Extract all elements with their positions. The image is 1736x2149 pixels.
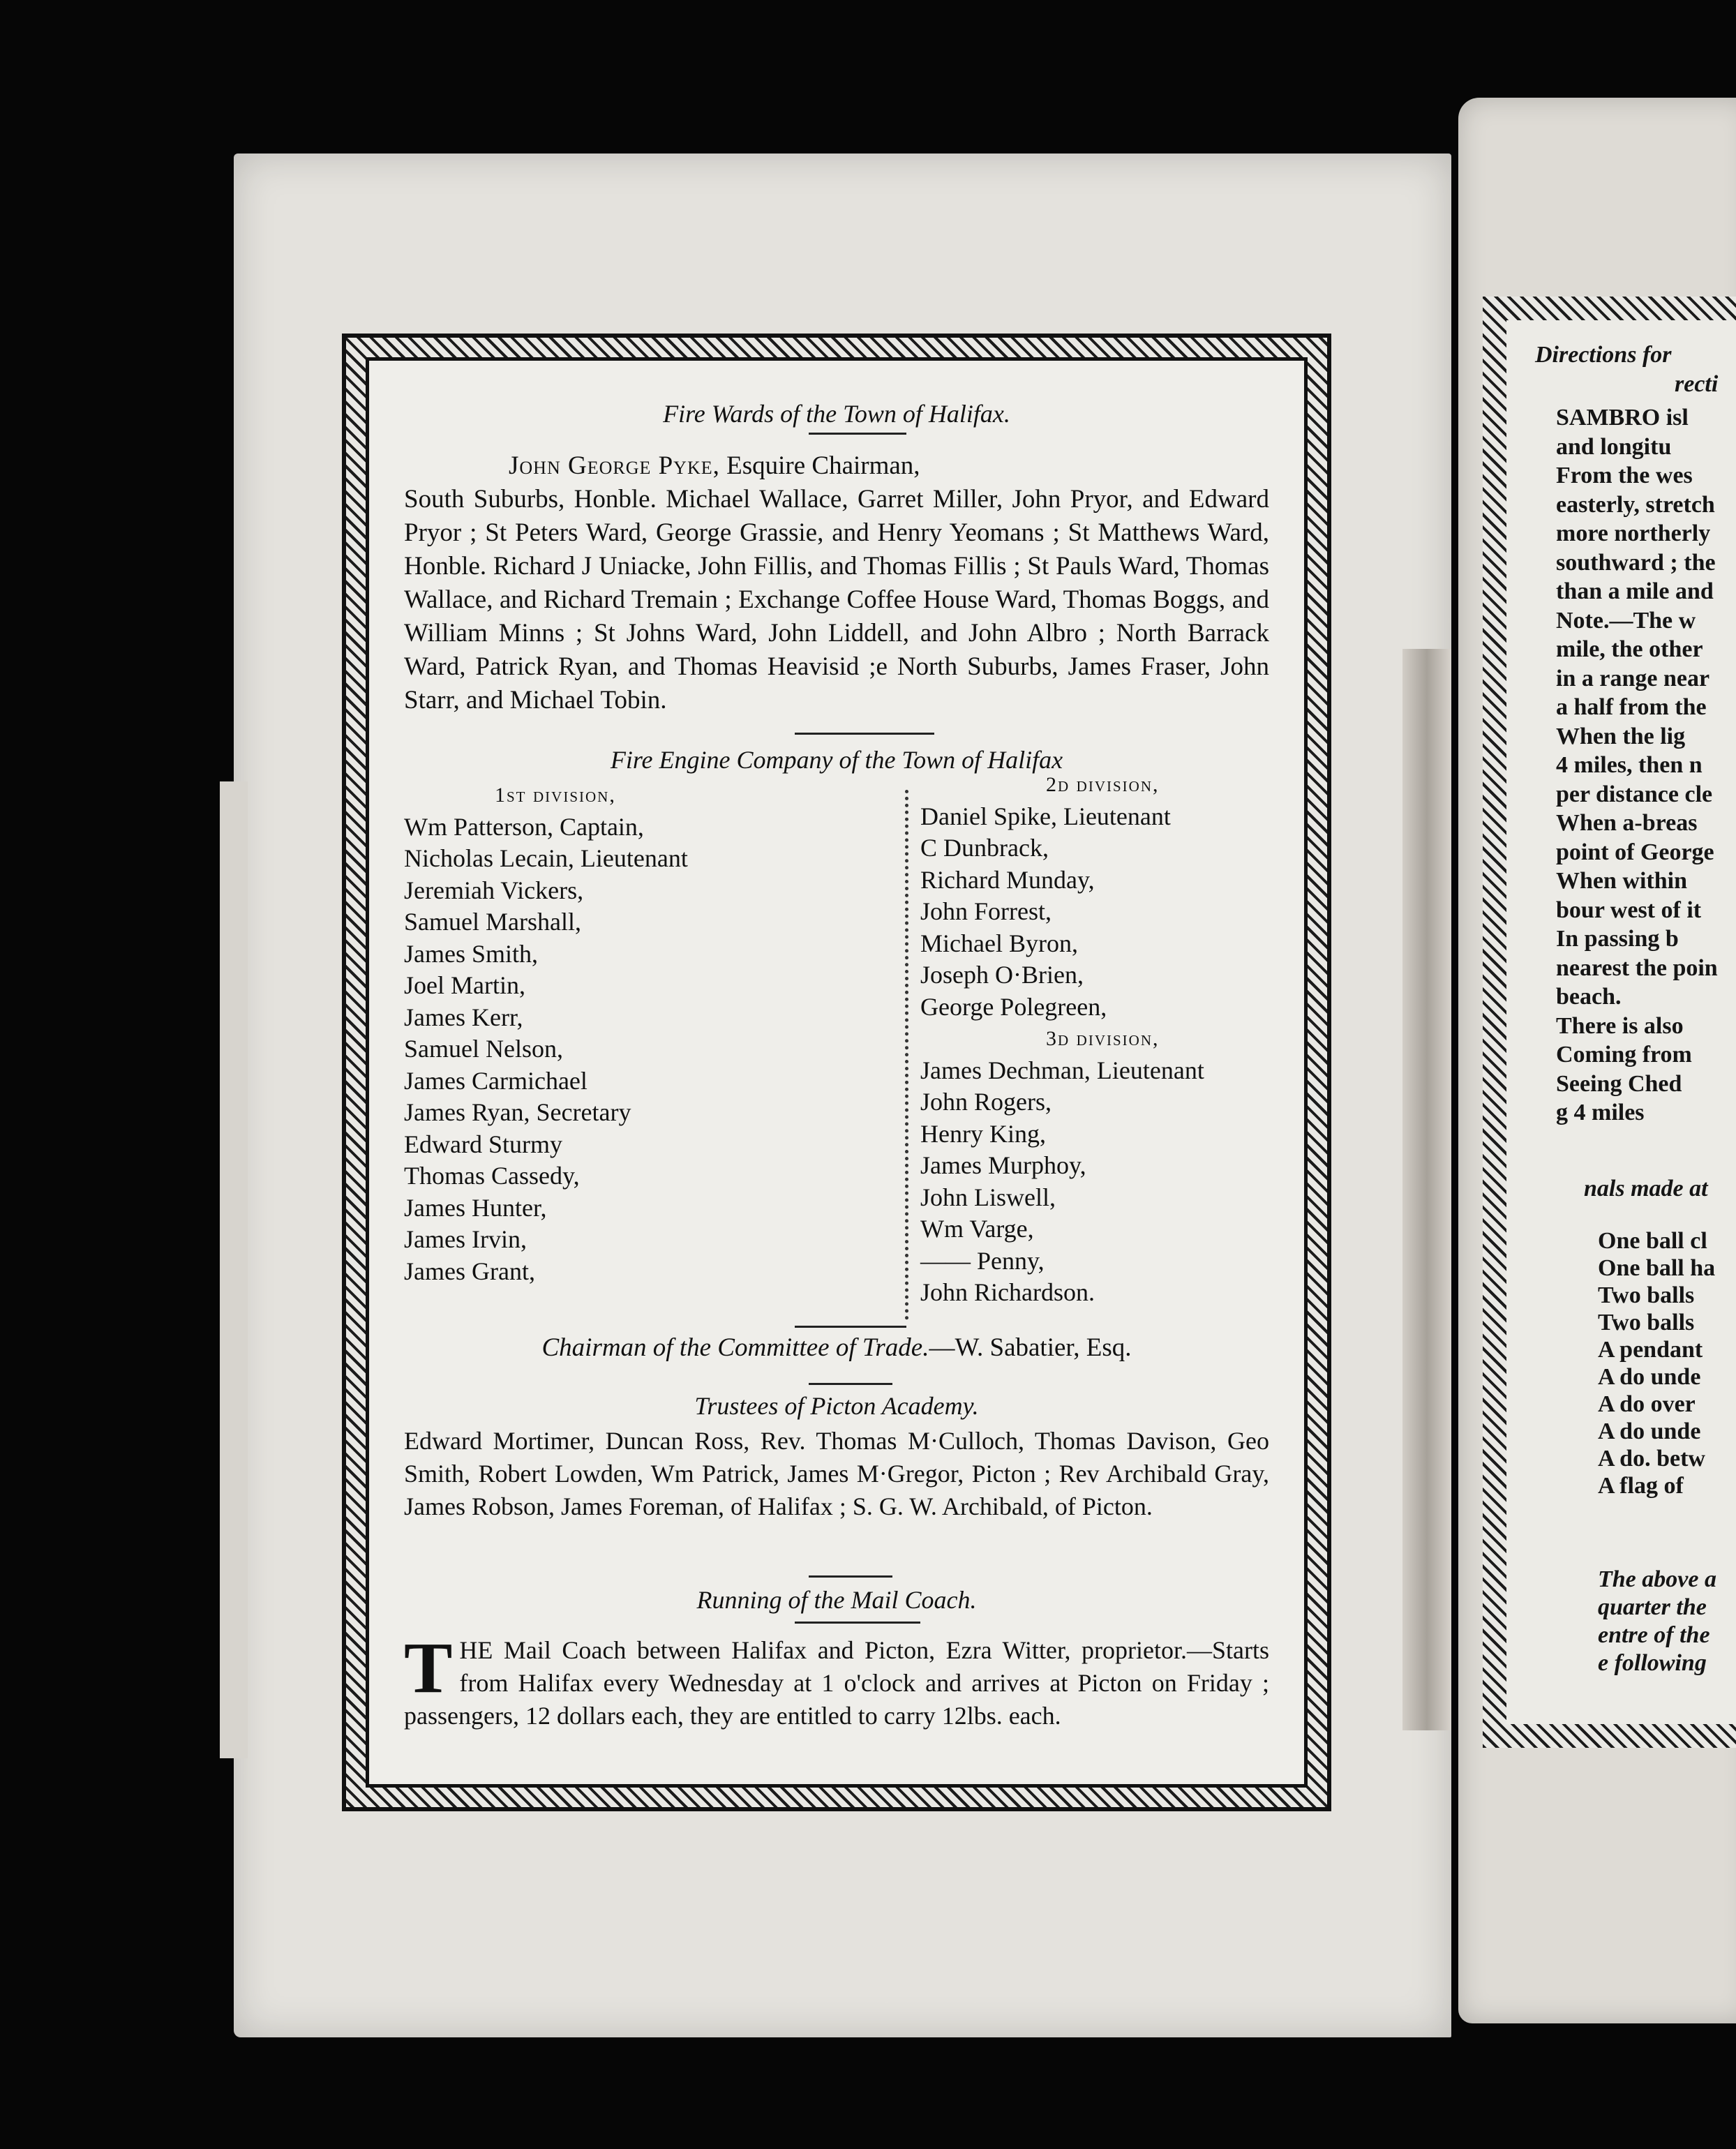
chairman-name: John George Pyke, [509,451,720,480]
right-text-line: southward ; the [1556,549,1716,576]
divider [795,1326,906,1328]
right-text-line: per distance cle [1556,781,1713,807]
member: James Kerr, [404,1003,523,1031]
committee-label: Chairman of the Committee of Trade. [541,1333,929,1362]
signal-line: A flag of [1598,1473,1684,1499]
column-separator [905,790,908,1320]
member: John Richardson. [920,1278,1095,1306]
mail-coach-title: Running of the Mail Coach. [696,1586,977,1614]
signals-title: nals made at [1584,1176,1708,1201]
member: Joseph O·Brien, [920,961,1084,989]
right-text-line: 4 miles, then n [1556,752,1703,778]
fire-wards-text [404,449,1269,717]
right-text-line: and longitu [1556,433,1672,460]
right-text-line: than a mile and [1556,578,1714,604]
signal-line: A do. betw [1598,1446,1705,1472]
right-text-line: mile, the other [1556,636,1703,662]
signal-line: A do unde [1598,1418,1701,1444]
member: Nicholas Lecain, Lieutenant [404,844,688,872]
division-1 [404,779,688,1287]
fire-wards-list: South Suburbs, Honble. Michael Wallace, Garret Miller, John Pryor, and Edward Pryor ; St Peters Ward, George Grassie, and Henry Yeomans ; St Matthews Ward, Honble. Richard J Uniacke, John Fillis, and Thomas Fillis ; St Pauls Ward, Thomas Wallace, and Richard Tremain ; Exchange Coffee House Ward, Thomas Boggs, and William Minns ; St Johns Ward, John Liddell, and John Albro ; North Barrack Ward, Patrick Ryan, and Thomas Heavisid ;e North Suburbs, James Fraser, John Starr, and Michael Tobin. [404,485,1269,714]
member: James Dechman, Lieutenant [920,1056,1204,1084]
right-title-2: recti [1675,371,1719,397]
member: James Smith, [404,939,539,968]
fire-wards-title: Fire Wards of the Town of Halifax. [663,400,1010,428]
member: James Ryan, Secretary [404,1098,631,1126]
pictou-trustees: Edward Mortimer, Duncan Ross, Rev. Thomas M·Culloch, Thomas Davison, Geo Smith, Robert Lowden, Wm Patrick, James M·Gregor, Picton ; Rev Archibald Gray, James Robson, James Foreman, of Halifax ; S. G. W. Archibald, of Picton. [404,1427,1269,1520]
right-text-line: SAMBRO isl [1556,405,1689,430]
committee-line [404,1333,1269,1363]
member: Thomas Cassedy, [404,1162,580,1190]
right-text-line: easterly, stretch [1556,491,1715,518]
right-text-line: in a range near [1556,665,1710,691]
member: Wm Varge, [920,1215,1034,1243]
member: James Hunter, [404,1193,547,1222]
right-text-line: There is also [1556,1012,1684,1039]
signal-line: One ball ha [1598,1255,1716,1281]
member: Michael Byron, [920,929,1078,957]
fire-engine-title: Fire Engine Company of the Town of Halifax [610,746,1063,774]
right-text-line: point of George [1556,839,1714,865]
signal-line: A pendant [1598,1337,1703,1363]
member: Henry King, [920,1119,1046,1148]
division-2-3 [920,769,1204,1309]
member: John Liswell, [920,1183,1056,1211]
member: Edward Sturmy [404,1130,562,1158]
member: James Murphoy, [920,1151,1086,1179]
note-line: The above a [1598,1566,1716,1592]
member: Samuel Nelson, [404,1035,563,1063]
division-3-label: 3d division, [1046,1027,1160,1050]
right-text-line: Note.—The w [1556,607,1696,634]
mail-coach-body: HE Mail Coach between Halifax and Picton, Ezra Witter, proprietor.—Starts from Halifax every Wednesday at 1 o'clock and arrives at Picton on Friday ; passengers, 12 dollars each, they are entitled to carry 12lbs. each. [404,1636,1269,1730]
divider [809,1383,892,1385]
page-edge [220,781,248,1758]
right-text-line: beach. [1556,984,1622,1010]
member: C Dunbrack, [920,834,1049,862]
note-line: quarter the [1598,1594,1707,1620]
member: James Carmichael [404,1066,588,1095]
signal-line: A do over [1598,1391,1696,1417]
member: Samuel Marshall, [404,908,581,936]
right-text-line: bour west of it [1556,897,1702,923]
mail-coach-text [404,1628,1269,1732]
member: George Polegreen, [920,992,1107,1021]
right-text-line: Coming from [1556,1042,1692,1068]
member: Wm Patterson, Captain, [404,812,644,841]
signal-line: Two balls [1598,1310,1695,1335]
division-1-label: 1st division, [495,784,616,807]
division-2-label: 2d division, [1046,773,1160,796]
member: Richard Munday, [920,865,1095,894]
member: Daniel Spike, Lieutenant [920,802,1171,830]
member: James Irvin, [404,1225,527,1253]
drop-cap: T [404,1628,453,1708]
right-text-line: When a-breas [1556,810,1698,836]
divider [795,1622,920,1624]
chairman-title: Esquire Chairman, [719,451,920,480]
signal-line: One ball cl [1598,1228,1707,1254]
right-text-line: From the wes [1556,463,1693,488]
right-text-line: Seeing Ched [1556,1070,1682,1097]
signal-line: Two balls [1598,1282,1695,1308]
divider [809,1575,892,1578]
right-text-line: a half from the [1556,694,1707,720]
pictou-title: Trustees of Picton Academy. [694,1392,979,1420]
book-spine [1402,649,1451,1730]
note-line: e following [1598,1650,1707,1676]
right-text-line: In passing b [1556,926,1679,952]
signal-line: A do unde [1598,1364,1701,1390]
member: Jeremiah Vickers, [404,876,584,904]
divider [809,433,906,435]
divider [795,733,934,735]
right-text-line: more northerly [1556,521,1711,546]
note-line: entre of the [1598,1622,1710,1648]
member: Joel Martin, [404,971,525,999]
committee-chairman: —W. Sabatier, Esq. [929,1333,1132,1362]
member: James Grant, [404,1257,535,1285]
member: John Rogers, [920,1088,1052,1116]
member: —— Penny, [920,1246,1045,1275]
right-text-line: When within [1556,868,1687,894]
right-title: Directions for [1535,342,1672,368]
ornamental-border [342,334,1331,1811]
right-text-line: nearest the poin [1556,954,1718,981]
member: John Forrest, [920,897,1052,925]
right-text-line: g 4 miles [1556,1100,1645,1125]
right-text-line: When the lig [1556,723,1686,749]
